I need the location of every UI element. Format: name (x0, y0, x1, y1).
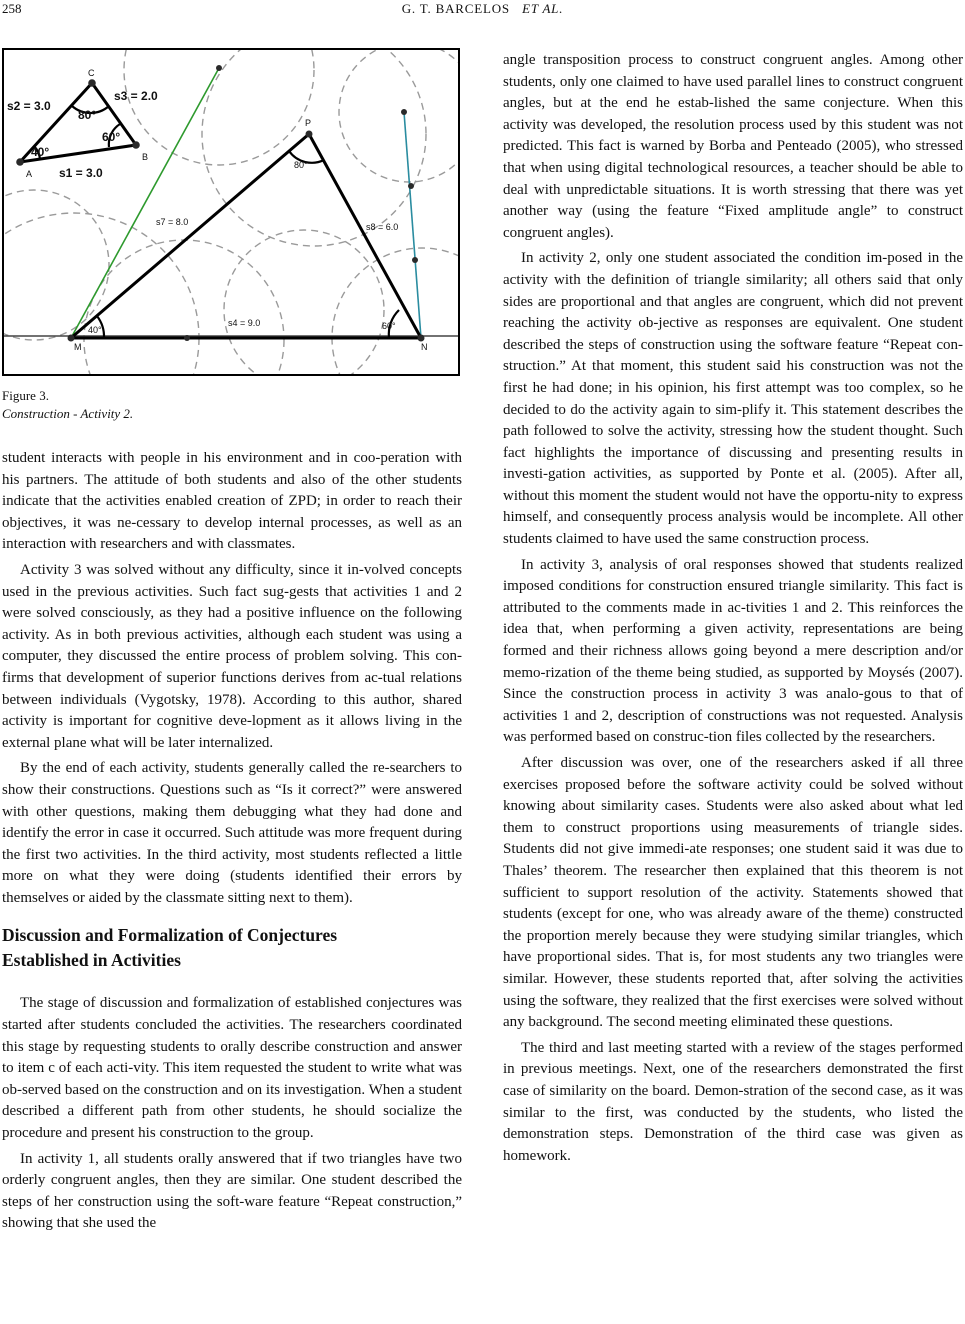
left-paragraph-4: The stage of discussion and formalization of established conjectures was started after students concluded the activities. The researchers coordinated this stage by requesting students to orally describe construction and answer to item c of each acti-vity. This item requested the student to write what was ob-served based on the construction and on its investigation. When a student described a different path from other students, he should socialize the procedure and present his construction to the group. (2, 995, 462, 1142)
label-n: N (421, 342, 428, 352)
left-column (2, 448, 462, 1235)
left-paragraph-5: In activity 1, all students orally answered that if two triangles have two orderly congruent angles, then they are similar. One student described the steps of her construction using the soft-ware feature “Repeat construction,” showing that she used the (2, 1150, 462, 1232)
large-triangle (71, 134, 421, 338)
label-m: M (74, 342, 82, 352)
label-p: P (305, 118, 312, 128)
circle-right-top (339, 50, 458, 182)
right-paragraph-4: After discussion was over, one of the researchers asked if all three exercises proposed before the software activity could be solved without knowing about similarity cases. Students were also asked about what led them to construct proportions using measurements of triangle sides. Students did not give immedi-ate responses; one student said it was due to Thales’ theorem. The researcher then explained that this theorem is not sufficient to support resolution of the activity. Statements showed that students (except for one, who was already aware of the theme) constructed the proportion merely because they were studying similar triangles, which have proportional sides. That is, for most students any two triangles were similar. However, these students reported that, after solving the activities using the software, they realized that the first exercises were solved without any background. The second meeting eliminated these questions. (503, 755, 963, 1031)
label-s1: s1 = 3.0 (59, 166, 103, 180)
section-heading (2, 923, 462, 973)
right-column (503, 50, 963, 1167)
figure-label: Figure 3. (2, 388, 49, 403)
circle-n (332, 248, 458, 374)
angle-arcs (34, 106, 399, 338)
label-a: A (26, 169, 33, 179)
right-paragraph-2: In activity 2, only one student associated the condition im-posed in the activity with the definition of triangle similarity; all others said that only sides are proportional and that angles are congruent, which did not prevent reaching the activity ob-jective as responses are equivalent. One student described the steps of construction using the software feature “Repeat con-struction.” At that moment, this student said his construction was not the first he had done; in his opinion, his first attempt was too complex, so he decided to do the activity again to sim-plify it. This statement describes the path followed to solve the activity, stressing how the student thought. Such fact highlights the importance of discussing and presenting results in investi-gation activities, as supported by Ponte et al. (2005). After all, without this moment the student would not have the opportu-nity to express himself, and consequently process analysis would be incomplete. All other students claimed to have used the same construction process. (503, 250, 963, 548)
label-n-60: 60° (382, 321, 396, 331)
label-b: B (142, 152, 149, 162)
label-s4: s4 = 9.0 (228, 318, 261, 328)
label-s3: s3 = 2.0 (114, 89, 158, 103)
right-paragraph-5: The third and last meeting started with a review of the stages performed in previous meetings. Next, one of the researchers demonstrated the first case of similarity on the board. Demon-stration of the second case, as it was similar to the first, was conducted by the students, who listed the demonstration steps. Demonstration of the third case was given as homework. (503, 1039, 963, 1164)
construction-diagram (4, 50, 458, 374)
running-head (0, 1, 965, 17)
label-s2: s2 = 3.0 (7, 99, 51, 113)
figure-caption: Construction - Activity 2. (2, 406, 134, 421)
right-paragraph-1: angle transposition process to construct congruent angles. Among other students, only one claimed to have used parallel lines to construct congruent angles, but at the end he estab-lished the same conjecture. When this activity was developed, the resolution process used by this student was not predicted. This fact is warned by Borba and Penteado (2005), who stressed that when using digital technological resources, a teacher should be able to deal with unpredictable situations. It is worth stressing that there was yet another way (using the feature “Fixed amplitude angle” to construct congruent angles). (503, 52, 963, 241)
label-c: C (88, 68, 95, 78)
circle-p (202, 50, 426, 246)
label-m-40: 40° (88, 325, 102, 335)
label-s7: s7 = 8.0 (156, 217, 189, 227)
label-s8: s8 = 6.0 (366, 222, 399, 232)
label-angle-40: 40° (31, 145, 50, 159)
circle-mid-right (224, 230, 384, 374)
circle-m (4, 213, 199, 374)
right-paragraph-3: In activity 3, analysis of oral responses showed that students realized imposed conditions for construction ensured triangle similarity. This fact is attributed to the comments made in ac-tivities 1 and 2. This reinforces the idea that, when performing a given activity, representations are being formed and their richness allows going beyond a mere description and/or memo-rization of the theme being studied, as supported by Moysés (2007). Since the construction process in activity 3 was analo-gous to that of activities 1 and 2, description of constructions was not requested. Analysis was performed based on construc-tion files collected by the researchers. (503, 556, 963, 746)
figure-construction (2, 48, 460, 376)
blue-line (404, 112, 421, 338)
page-number: 258 (2, 1, 22, 16)
label-angle-80: 80° (78, 108, 97, 122)
left-paragraph-2: Activity 3 was solved without any difficulty, since it in-volved concepts used in the previous activities. Such fact sug-gests that activities 1 and 2 were solved consciously, as they had a positive influence on the following activity. As in both previous activities, although each student was using a computer, they discussed the entire process of problem solving. This con-firms that development of superior functions derives from ac-tual relations between individuals (Vygotsky, 1978). According to this author, shared activity is important for cognitive deve-lopment as it allows living in the external plane what will be later internalized. (2, 561, 462, 751)
running-head-authors: G. T. BARCELOS (401, 1, 510, 16)
page-header (0, 0, 965, 22)
section-heading-line-1: Discussion and Formalization of Conjectures (2, 925, 338, 946)
section-heading-line-2: Established in Activities (2, 950, 181, 971)
left-paragraph-1: student interacts with people in his environment and in coo-peration with his partners. The attitude of both students and also of the other students indicate that the activities enabled creation of ZPD; in order to reach their objectives, it was ne-cessary to develop internal processes, as well as an interaction with researchers and with classmates. (2, 450, 462, 553)
running-head-etal: ET AL. (522, 1, 564, 16)
label-p-80: 80° (294, 160, 308, 170)
label-angle-60: 60° (102, 130, 121, 144)
left-paragraph-3: By the end of each activity, students generally called the re-searchers to show their constructions. Questions such as “Is it correct?” were answered with other questions, making them debugging what they had done and identify the error in case it occurred. Such attitude was more frequent during the first two activities. In the third activity, most students reflected a little more on what they were doing (students identified their errors by themselves or aided by the classmate sitting next to them). (2, 760, 462, 906)
